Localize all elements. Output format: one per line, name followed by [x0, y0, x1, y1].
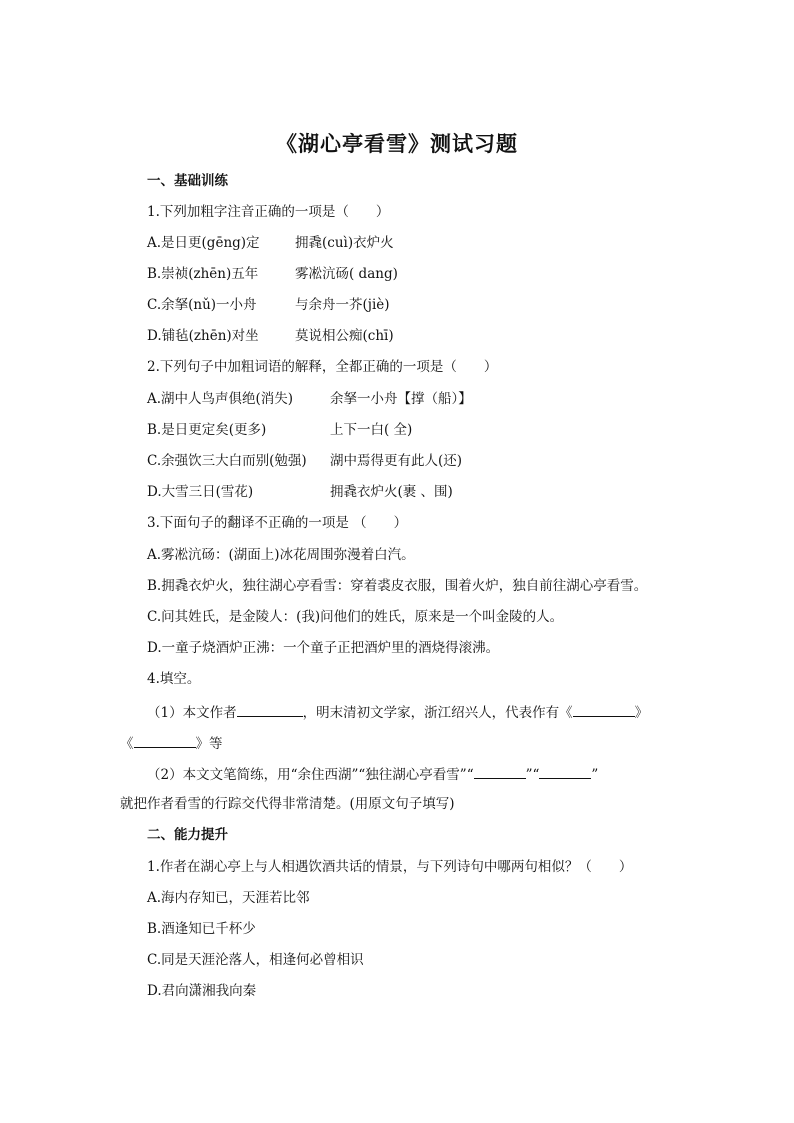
q2-option-a-second: 余拏一小舟【撑（船）】	[330, 391, 472, 407]
q4-part-1-line-1	[147, 702, 648, 722]
q1-option-c-second: 与余舟一芥(jiè)	[295, 297, 390, 313]
q2-option-c-second: 湖中焉得更有此人(还)	[330, 453, 463, 469]
q1-option-d-second: 莫说相公痴(chī)	[295, 328, 394, 344]
quote-blank-2[interactable]	[539, 764, 591, 779]
section-heading-advanced: 二、能力提升	[147, 827, 228, 843]
question-4-stem: 4.填空。	[147, 671, 201, 687]
q1-option-d: D.铺毡(zhēn)对坐	[147, 328, 259, 344]
q1-option-c: C.余拏(nǔ)一小舟	[147, 297, 257, 313]
s2q1-option-c: C.同是天涯沦落人，相逢何必曾相识	[147, 952, 364, 968]
question-1-stem: 1.下列加粗字注音正确的一项是（ ）	[147, 204, 390, 220]
q1-option-b: B.崇祯(zhēn)五年	[147, 266, 259, 282]
s2q1-option-d: D.君向潇湘我向秦	[147, 983, 257, 999]
q3-option-c: C.问其姓氏，是金陵人：(我)问他们的姓氏，原来是一个叫金陵的人。	[147, 609, 564, 625]
author-blank[interactable]	[237, 702, 303, 717]
q4-part-2-line-1	[147, 764, 598, 784]
q4-p2-text-d: 就把作者看雪的行踪交代得非常清楚。(用原文句子填写)	[120, 796, 455, 812]
q2-option-a: A.湖中人鸟声俱绝(消失)	[147, 391, 294, 407]
page-title: 《湖心亭看雪》测试习题	[276, 131, 518, 156]
work-blank-1[interactable]	[573, 702, 635, 717]
q2-option-d: D.大雪三日(雪花)	[147, 484, 254, 500]
s2q1-option-a: A.海内存知已，天涯若比邻	[147, 890, 310, 906]
q4-p1-text-c: 》	[634, 705, 649, 721]
q2-option-b: B.是日更定矣(更多)	[147, 422, 267, 438]
q4-p1-text-a: （1）本文作者	[147, 705, 237, 721]
section-heading-basic: 一、基础训练	[147, 173, 228, 189]
q4-p2-text-b: ”“	[525, 767, 540, 783]
q4-p1-text-e: 》等	[195, 736, 223, 752]
q1-option-a-second: 拥毳(cuì)衣炉火	[295, 235, 394, 251]
q3-option-b: B.拥毳衣炉火，独往湖心亭看雪：穿着裘皮衣服，围着火炉，独自前往湖心亭看雪。	[147, 578, 648, 594]
q4-p1-text-b: ，明末清初文学家，浙江绍兴人，代表作有《	[302, 705, 573, 721]
q1-option-a: A.是日更(gēng)定	[147, 235, 260, 251]
q2-option-b-second: 上下一白( 全)	[330, 422, 413, 438]
q2-option-d-second: 拥毳衣炉火(裹 、围)	[330, 484, 453, 500]
q4-p2-text-a: （2）本文文笔简练，用“余住西湖”“独往湖心亭看雪”“	[147, 767, 474, 783]
q1-option-b-second: 雾凇沆砀( dang)	[295, 266, 398, 282]
quote-blank-1[interactable]	[474, 764, 526, 779]
q4-part-1-line-2	[120, 733, 223, 753]
q4-p2-text-c: ”	[591, 767, 599, 783]
q4-p1-text-d: 《	[120, 736, 134, 752]
s2q1-option-b: B.酒逢知已千杯少	[147, 921, 256, 937]
q2-option-c: C.余强饮三大白而别(勉强)	[147, 453, 307, 469]
q3-option-d: D.一童子烧酒炉正沸：一个童子正把酒炉里的酒烧得滚沸。	[147, 640, 500, 656]
question-2-stem: 2.下列句子中加粗词语的解释，全都正确的一项是（ ）	[147, 359, 498, 375]
section2-question-1-stem: 1.作者在湖心亭上与人相遇饮酒共话的情景，与下列诗句中哪两句相似？（ ）	[147, 859, 633, 875]
work-blank-2[interactable]	[134, 733, 196, 748]
q3-option-a: A.雾凇沆砀：(湖面上)冰花周围弥漫着白汽。	[147, 547, 415, 563]
question-3-stem: 3.下面句子的翻译不正确的一项是 （ ）	[147, 515, 408, 531]
